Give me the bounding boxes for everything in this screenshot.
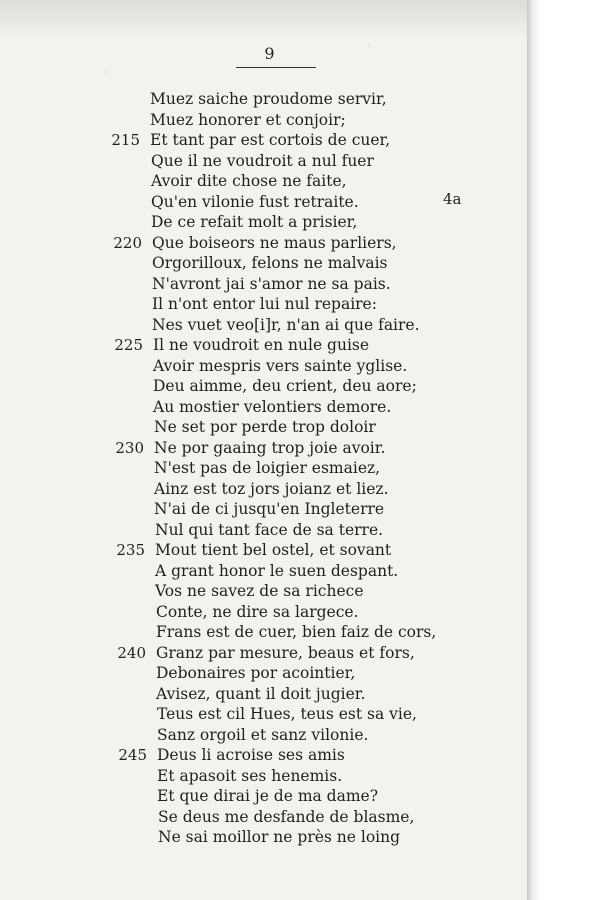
header-rule	[236, 67, 316, 68]
page-edge-shadow	[527, 0, 609, 900]
verse-line: Se deus me desfande de blasme,	[158, 807, 415, 826]
line-number: 225	[114, 336, 143, 354]
line-number: 220	[113, 233, 142, 252]
line-number: 215	[111, 131, 140, 149]
verse-line: Frans est de cuer, bien faiz de cors,	[156, 623, 437, 641]
scan-top-shadow	[0, 0, 528, 40]
verse-line: Conte, ne dire sa largece.	[156, 602, 359, 621]
verse-line: Et tant par est cortois de cuer,	[150, 131, 391, 149]
margin-folio-note: 4a	[443, 190, 462, 208]
verse-line: Vos ne savez de sa richece	[155, 582, 364, 600]
verse-line: Que boiseors ne maus parliers,	[152, 233, 397, 252]
verse-line: Nul qui tant face de sa terre.	[155, 520, 384, 539]
verse-line: Ainz est toz jors joianz et liez.	[154, 479, 389, 498]
verse-line: Ne por gaaing trop joie avoir.	[154, 438, 386, 457]
verse-line: Au mostier velontiers demore.	[153, 397, 392, 416]
verse-line: Il ne voudroit en nule guise	[153, 336, 370, 354]
verse-line: Avisez, quant il doit jugier.	[156, 684, 366, 703]
verse-line: Debonaires por acointier,	[156, 664, 356, 682]
line-number: 230	[115, 438, 144, 457]
verse-line: Que il ne voudroit a nul fuer	[151, 151, 374, 170]
verse-line: Deus li acroise ses amis	[157, 746, 345, 764]
verse-line: Nes vuet veo[i]r, n'an ai que faire.	[152, 315, 420, 334]
verse-line: N'ai de ci jusqu'en Ingleterre	[154, 500, 385, 518]
verse-line: Sanz orgoil et sanz vilonie.	[157, 725, 369, 744]
verse-line: N'avront jai s'amor ne sa pais.	[152, 274, 391, 293]
verse-line: Orgorilloux, felons ne malvais	[152, 254, 388, 272]
line-number: 240	[117, 643, 146, 662]
verse-line: Et apasoit ses henemis.	[157, 766, 343, 785]
verse-line: Avoir dite chose ne faite,	[151, 172, 347, 190]
verse-line: A grant honor le suen despant.	[155, 561, 399, 580]
verse-line: Muez saiche proudome servir,	[150, 90, 387, 108]
line-number: 245	[118, 746, 147, 764]
verse-line: Granz par mesure, beaus et fors,	[156, 643, 415, 662]
line-number: 235	[116, 541, 145, 559]
verse-line: Et que dirai je de ma dame?	[157, 787, 379, 805]
verse-line: Deu aimme, deu crient, deu aore;	[153, 377, 417, 395]
verse-line: De ce refait molt a prisier,	[151, 213, 358, 231]
verse-line: N'est pas de loigier esmaiez,	[154, 459, 381, 477]
verse-line: Ne set por perde trop doloir	[154, 418, 376, 436]
verse-line: Qu'en vilonie fust retraite.	[151, 192, 359, 211]
page-number: 9	[264, 44, 276, 63]
verse-line: Ne sai moillor ne près ne loing	[158, 828, 401, 846]
verse-line: Teus est cil Hues, teus est sa vie,	[157, 705, 417, 723]
verse-line: Muez honorer et conjoir;	[150, 110, 346, 129]
verse-line: Avoir mespris vers sainte yglise.	[153, 356, 408, 375]
verse-line: Il n'ont entor lui nul repaire:	[152, 295, 377, 313]
verse-line: Mout tient bel ostel, et sovant	[155, 541, 392, 559]
